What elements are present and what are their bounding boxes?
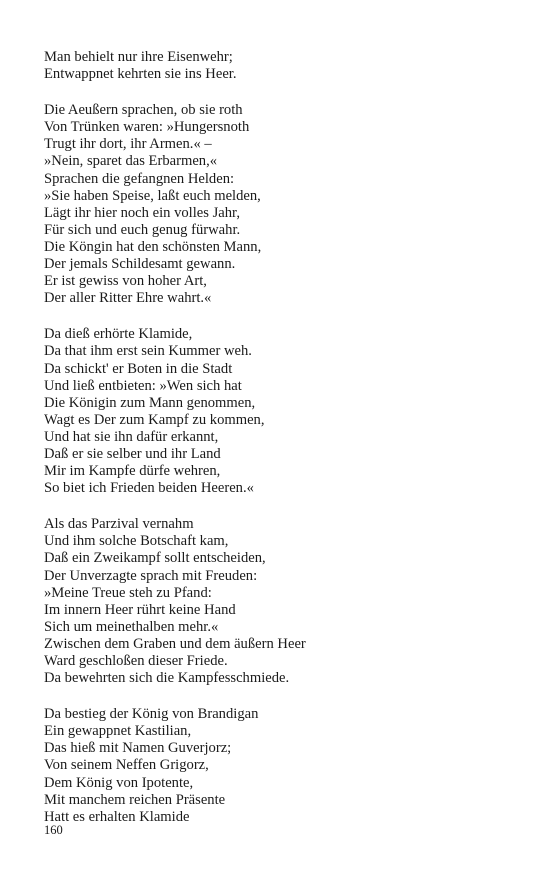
verse-line: Trugt ihr dort, ihr Armen.« –: [44, 136, 212, 153]
stanza: [44, 49, 514, 83]
verse-line: Der Unverzagte sprach mit Freuden:: [44, 567, 258, 584]
verse-line: Im innern Heer rührt keine Hand: [44, 601, 236, 618]
verse-line: Dem König von Ipotente,: [44, 774, 194, 791]
verse-line: »Meine Treue steh zu Pfand:: [44, 584, 212, 601]
verse-line: Von Trünken waren: »Hungersnoth: [44, 119, 250, 136]
verse-line: Wagt es Der zum Kampf zu kommen,: [44, 411, 265, 428]
verse-line: Die Köngin hat den schönsten Mann,: [44, 238, 262, 255]
verse-line: Von seinem Neffen Grigorz,: [44, 757, 209, 774]
verse-line: Der jemals Schildesamt gewann.: [44, 256, 236, 273]
verse-line: Ein gewappnet Kastilian,: [44, 723, 192, 740]
verse-line: Da that ihm erst sein Kummer weh.: [44, 343, 252, 360]
verse-line: Ward geschloßen dieser Friede.: [44, 653, 228, 669]
verse-line: So biet ich Frieden beiden Heeren.«: [44, 480, 254, 497]
verse-line: Da schickt' er Boten in die Stadt: [44, 360, 233, 377]
verse-line: Die Königin zum Mann genommen,: [44, 394, 256, 411]
verse-line: Daß er sie selber und ihr Land: [44, 445, 221, 462]
verse-line: Das hieß mit Namen Guverjorz;: [44, 740, 232, 757]
verse-line: Mir im Kampfe dürfe wehren,: [44, 463, 221, 480]
verse-line: Und ihm solche Botschaft kam,: [44, 533, 229, 550]
verse-line: Er ist gewiss von hoher Art,: [44, 273, 207, 290]
stanza: [44, 706, 514, 826]
verse-line: Entwappnet kehrten sie ins Heer.: [44, 66, 237, 83]
verse-line: Mit manchem reichen Präsente: [44, 791, 226, 808]
verse-line: Sich um meinethalben mehr.«: [44, 618, 219, 635]
verse-line: Für sich und euch genug fürwahr.: [44, 221, 241, 238]
verse-line: Da bestieg der König von Brandigan: [44, 706, 259, 723]
verse-line: Da bewehrten sich die Kampfesschmiede.: [44, 670, 290, 687]
page-number: 160: [44, 823, 63, 837]
verse-line: Man behielt nur ihre Eisenwehr;: [44, 49, 233, 65]
stanza: [44, 326, 514, 497]
verse-line: Da dieß erhörte Klamide,: [44, 326, 193, 343]
verse-line: Lägt ihr hier noch ein volles Jahr,: [44, 204, 240, 221]
verse-line: Hatt es erhalten Klamide: [44, 808, 190, 825]
verse-line: Der aller Ritter Ehre wahrt.«: [44, 290, 212, 307]
verse-line: Die Aeußern sprachen, ob sie roth: [44, 102, 243, 119]
verse-line: Zwischen dem Graben und dem äußern Heer: [44, 635, 306, 652]
verse-line: Und hat sie ihn dafür erkannt,: [44, 428, 219, 445]
stanza: [44, 102, 514, 307]
poem-text: [44, 49, 514, 845]
verse-line: »Nein, sparet das Erbarmen,«: [44, 153, 218, 170]
verse-line: Als das Parzival vernahm: [44, 516, 194, 533]
verse-line: Daß ein Zweikampf sollt entscheiden,: [44, 550, 266, 567]
verse-line: »Sie haben Speise, laßt euch melden,: [44, 187, 261, 204]
verse-line: Sprachen die gefangnen Helden:: [44, 170, 235, 187]
verse-line: Und ließ entbieten: »Wen sich hat: [44, 377, 242, 394]
stanza: [44, 516, 514, 687]
